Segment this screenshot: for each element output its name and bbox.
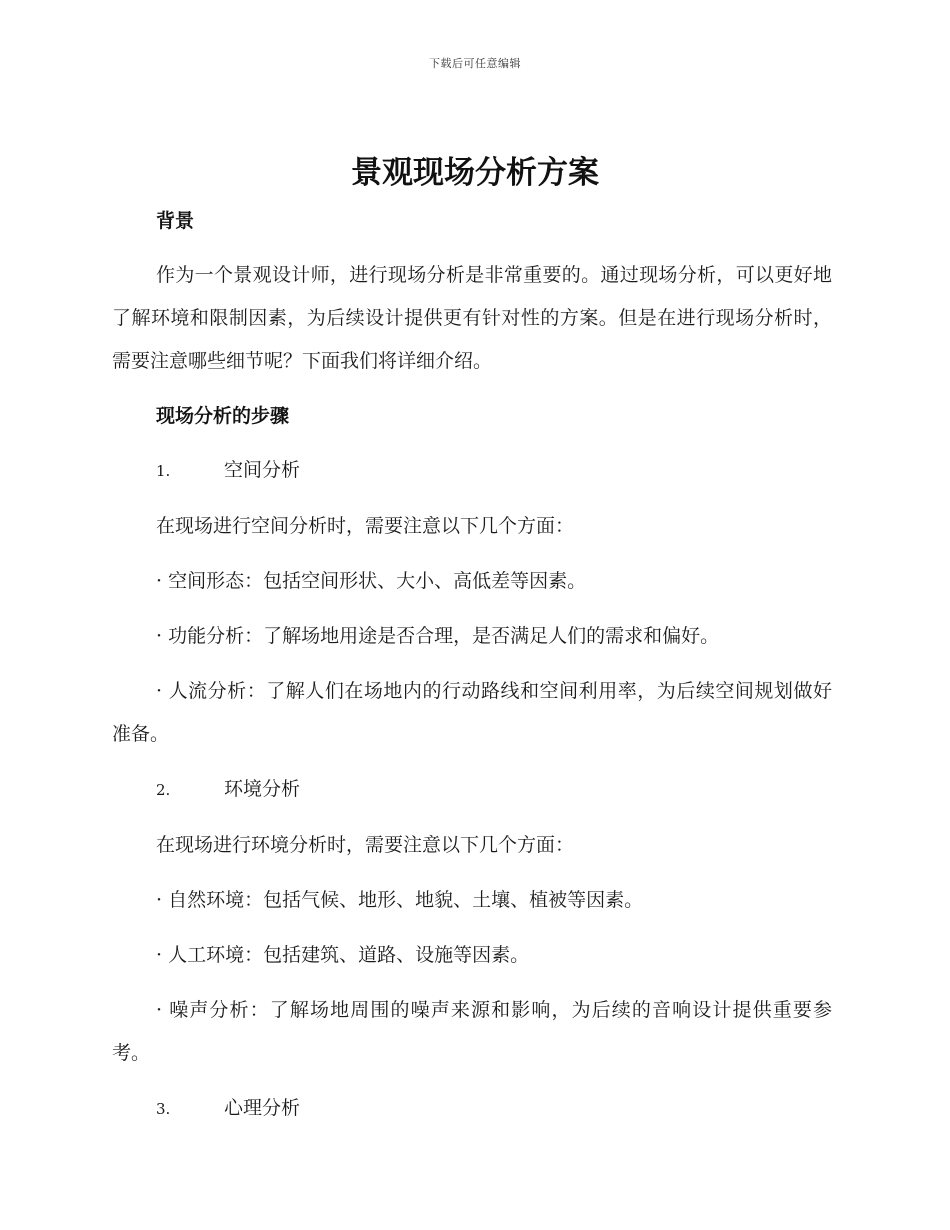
step-heading-3: [112, 1087, 832, 1131]
bullet-item: · 人流分析：了解人们在场地内的行动路线和空间利用率，为后续空间规划做好准备。: [112, 680, 832, 745]
section-heading-background: 背景: [156, 210, 195, 232]
document-body: [112, 200, 832, 1131]
bullet-item: · 噪声分析：了解场地周围的噪声来源和影响，为后续的音响设计提供重要参考。: [112, 999, 832, 1064]
step-title: 环境分析: [224, 778, 301, 800]
bullet-item: · 功能分析：了解场地用途是否合理，是否满足人们的需求和偏好。: [156, 625, 720, 647]
background-paragraph: 作为一个景观设计师，进行现场分析是非常重要的。通过现场分析，可以更好地了解环境和限制因素，为后续设计提供更有针对性的方案。但是在进行现场分析时，需要注意哪些细节呢？下面我们将详细介绍。: [112, 264, 832, 372]
document-title: 景观现场分析方案: [351, 155, 599, 191]
step-title: 空间分析: [224, 459, 301, 481]
section-heading-steps: 现场分析的步骤: [156, 405, 290, 427]
step-heading-2: [112, 768, 832, 812]
step-intro: 在现场进行环境分析时，需要注意以下几个方面：: [156, 834, 575, 856]
step-number: 1.: [156, 462, 171, 480]
bullet-item: · 自然环境：包括气候、地形、地貌、土壤、植被等因素。: [156, 889, 644, 911]
bullet-item: · 人工环境：包括建筑、道路、设施等因素。: [156, 944, 530, 966]
step-title: 心理分析: [224, 1097, 301, 1119]
step-heading-1: [112, 449, 832, 493]
step-intro: 在现场进行空间分析时，需要注意以下几个方面：: [156, 515, 575, 537]
bullet-item: · 空间形态：包括空间形状、大小、高低差等因素。: [156, 570, 587, 592]
page-header: 下载后可任意编辑: [429, 57, 521, 70]
step-number: 2.: [156, 781, 171, 799]
step-number: 3.: [156, 1100, 171, 1118]
